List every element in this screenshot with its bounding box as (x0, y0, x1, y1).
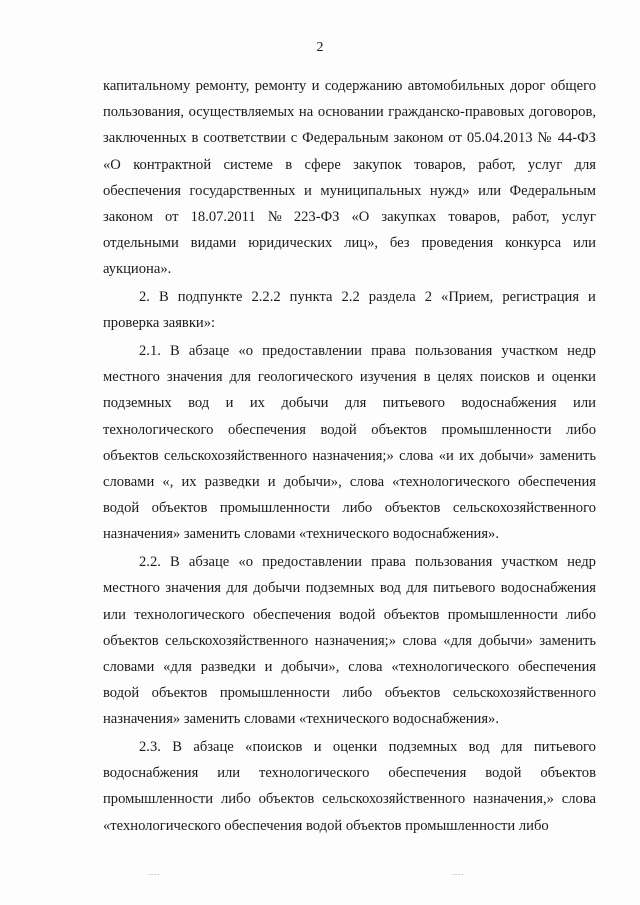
word: недр (567, 554, 596, 571)
word: их (249, 395, 265, 412)
word: «о (238, 554, 253, 571)
word: работ, (512, 209, 550, 226)
word: лиц», (344, 235, 379, 252)
text-line: или технологического обеспечения водой объектов промышленности либо (103, 606, 596, 623)
footer-mark-left: .... (148, 868, 160, 877)
word: или (217, 765, 241, 782)
word: сфере (304, 156, 341, 173)
word: и (225, 395, 234, 412)
text-line: объектов сельскохозяйственного назначения;» слова «для добычи» заменить (103, 632, 596, 649)
word: «Прием, (441, 289, 494, 306)
word: 2. (139, 289, 150, 306)
word: подземных (388, 739, 458, 756)
word: питьевого (382, 395, 445, 412)
text-line (103, 390, 596, 416)
word: № (267, 209, 282, 226)
text-line: местного значения для геологического изучения в целях поисков и оценки (103, 369, 596, 386)
word: товаров, (414, 156, 466, 173)
word: раздела (368, 289, 416, 306)
word: проведения (421, 235, 494, 252)
word: регистрация (502, 289, 580, 306)
word: водоснабжения (461, 395, 557, 412)
word: или (573, 395, 596, 412)
word: и (588, 289, 596, 306)
text-line: обеспечения государственных и муниципальных нужд» или Федеральным (103, 182, 596, 199)
word: юридических (248, 235, 333, 252)
text-line: местного значения для добычи подземных вод для питьевого водоснабжения (103, 580, 596, 597)
word: 2.2. (139, 554, 161, 571)
text-line: промышленности либо объектов сельскохозяйственного назначения,» слова (103, 791, 596, 808)
word: вод (188, 395, 210, 412)
word: конкурса (505, 235, 562, 252)
word: и (313, 739, 322, 756)
text-line: словами «, их разведки и добычи», слова «технологического обеспечения (103, 474, 596, 491)
page-number: 2 (316, 40, 324, 55)
word: товаров, (448, 209, 501, 226)
paragraph (103, 549, 596, 732)
word: абзаце (188, 554, 230, 571)
word: или (573, 235, 596, 252)
text-line: капитальному ремонту, ремонту и содержанию автомобильных дорог общего (103, 78, 596, 94)
text-line: аукциона». (103, 261, 172, 278)
word: системе (223, 156, 273, 173)
text-line: водой объектов промышленности либо объектов сельскохозяйственного (103, 685, 596, 702)
text-line: технологического обеспечения водой объектов промышленности либо (103, 421, 596, 438)
word: предоставлении (262, 343, 362, 360)
word: 2.2 (341, 289, 360, 306)
word: подземных (103, 395, 172, 412)
word: пункта (289, 289, 333, 306)
word: «поисков (245, 739, 303, 756)
paragraph (103, 284, 596, 336)
text-line: объектов сельскохозяйственного назначения;» слова «и их добычи» заменить (103, 447, 596, 464)
word: водоснабжения (103, 765, 199, 782)
text-line: заключенных в соответствии с Федеральным законом от 05.04.2013 № 44-ФЗ (103, 130, 596, 147)
word: права (371, 554, 406, 571)
word: 2.1. (139, 343, 161, 360)
text-line (103, 204, 596, 230)
word: закупках (381, 209, 437, 226)
word: «О (351, 209, 370, 226)
text-line: пользования, осуществляемых на основании гражданско-правовых договоров, (103, 104, 596, 121)
word: участком (501, 343, 558, 360)
word: услуг (561, 209, 596, 226)
word: законом (103, 209, 153, 226)
word: В (172, 739, 182, 756)
word: услуг (527, 156, 563, 173)
paragraph (103, 73, 596, 283)
word: «о (238, 343, 253, 360)
text-line: проверка заявки»: (103, 315, 216, 332)
paragraph (103, 338, 596, 548)
word: «О (103, 156, 121, 173)
word: контрактной (133, 156, 212, 173)
text-line (103, 230, 596, 256)
word: оценки (332, 739, 378, 756)
text-line (103, 152, 596, 178)
word: права (371, 343, 406, 360)
footer-mark-right: .... (452, 868, 464, 877)
word: 223-ФЗ (293, 209, 340, 226)
text-line: «технологического обеспечения водой объектов промышленности либо (103, 817, 549, 834)
word: пользования (414, 554, 493, 571)
word: технологического (259, 765, 370, 782)
text-line (103, 734, 596, 760)
word: недр (567, 343, 596, 360)
text-line: назначения» заменить словами «технического водоснабжения». (103, 711, 500, 728)
word: в (285, 156, 293, 173)
word: 2.2.2 (251, 289, 281, 306)
word: абзаце (188, 343, 230, 360)
word: подпункте (177, 289, 243, 306)
word: питьевого (533, 739, 596, 756)
text-line: назначения» заменить словами «технического водоснабжения». (103, 526, 500, 543)
word: для (501, 739, 523, 756)
word: 2.3. (139, 739, 161, 756)
word: объектов (540, 765, 596, 782)
paragraph (103, 734, 596, 839)
word: 2 (424, 289, 433, 306)
word: В (158, 289, 169, 306)
word: абзаце (193, 739, 234, 756)
word: вод (468, 739, 490, 756)
text-line: словами «для разведки и добычи», слова «технологического обеспечения (103, 658, 596, 675)
word: обеспечения (388, 765, 467, 782)
text-line (103, 760, 596, 786)
word: участком (501, 554, 558, 571)
word: добычи (281, 395, 329, 412)
word: видами (190, 235, 237, 252)
word: водой (485, 765, 522, 782)
text-line (103, 338, 596, 364)
word: от (165, 209, 179, 226)
word: для (574, 156, 596, 173)
text-line (103, 549, 596, 575)
word: отдельными (103, 235, 179, 252)
word: без (389, 235, 410, 252)
word: В (170, 343, 180, 360)
document-body (103, 73, 596, 840)
word: В (170, 554, 180, 571)
word: 18.07.2011 (190, 209, 256, 226)
text-line: водой объектов промышленности либо объектов сельскохозяйственного (103, 500, 596, 517)
word: пользования (414, 343, 493, 360)
word: работ, (478, 156, 516, 173)
text-line (103, 284, 596, 310)
word: предоставлении (262, 554, 362, 571)
word: для (344, 395, 367, 412)
word: закупок (353, 156, 402, 173)
